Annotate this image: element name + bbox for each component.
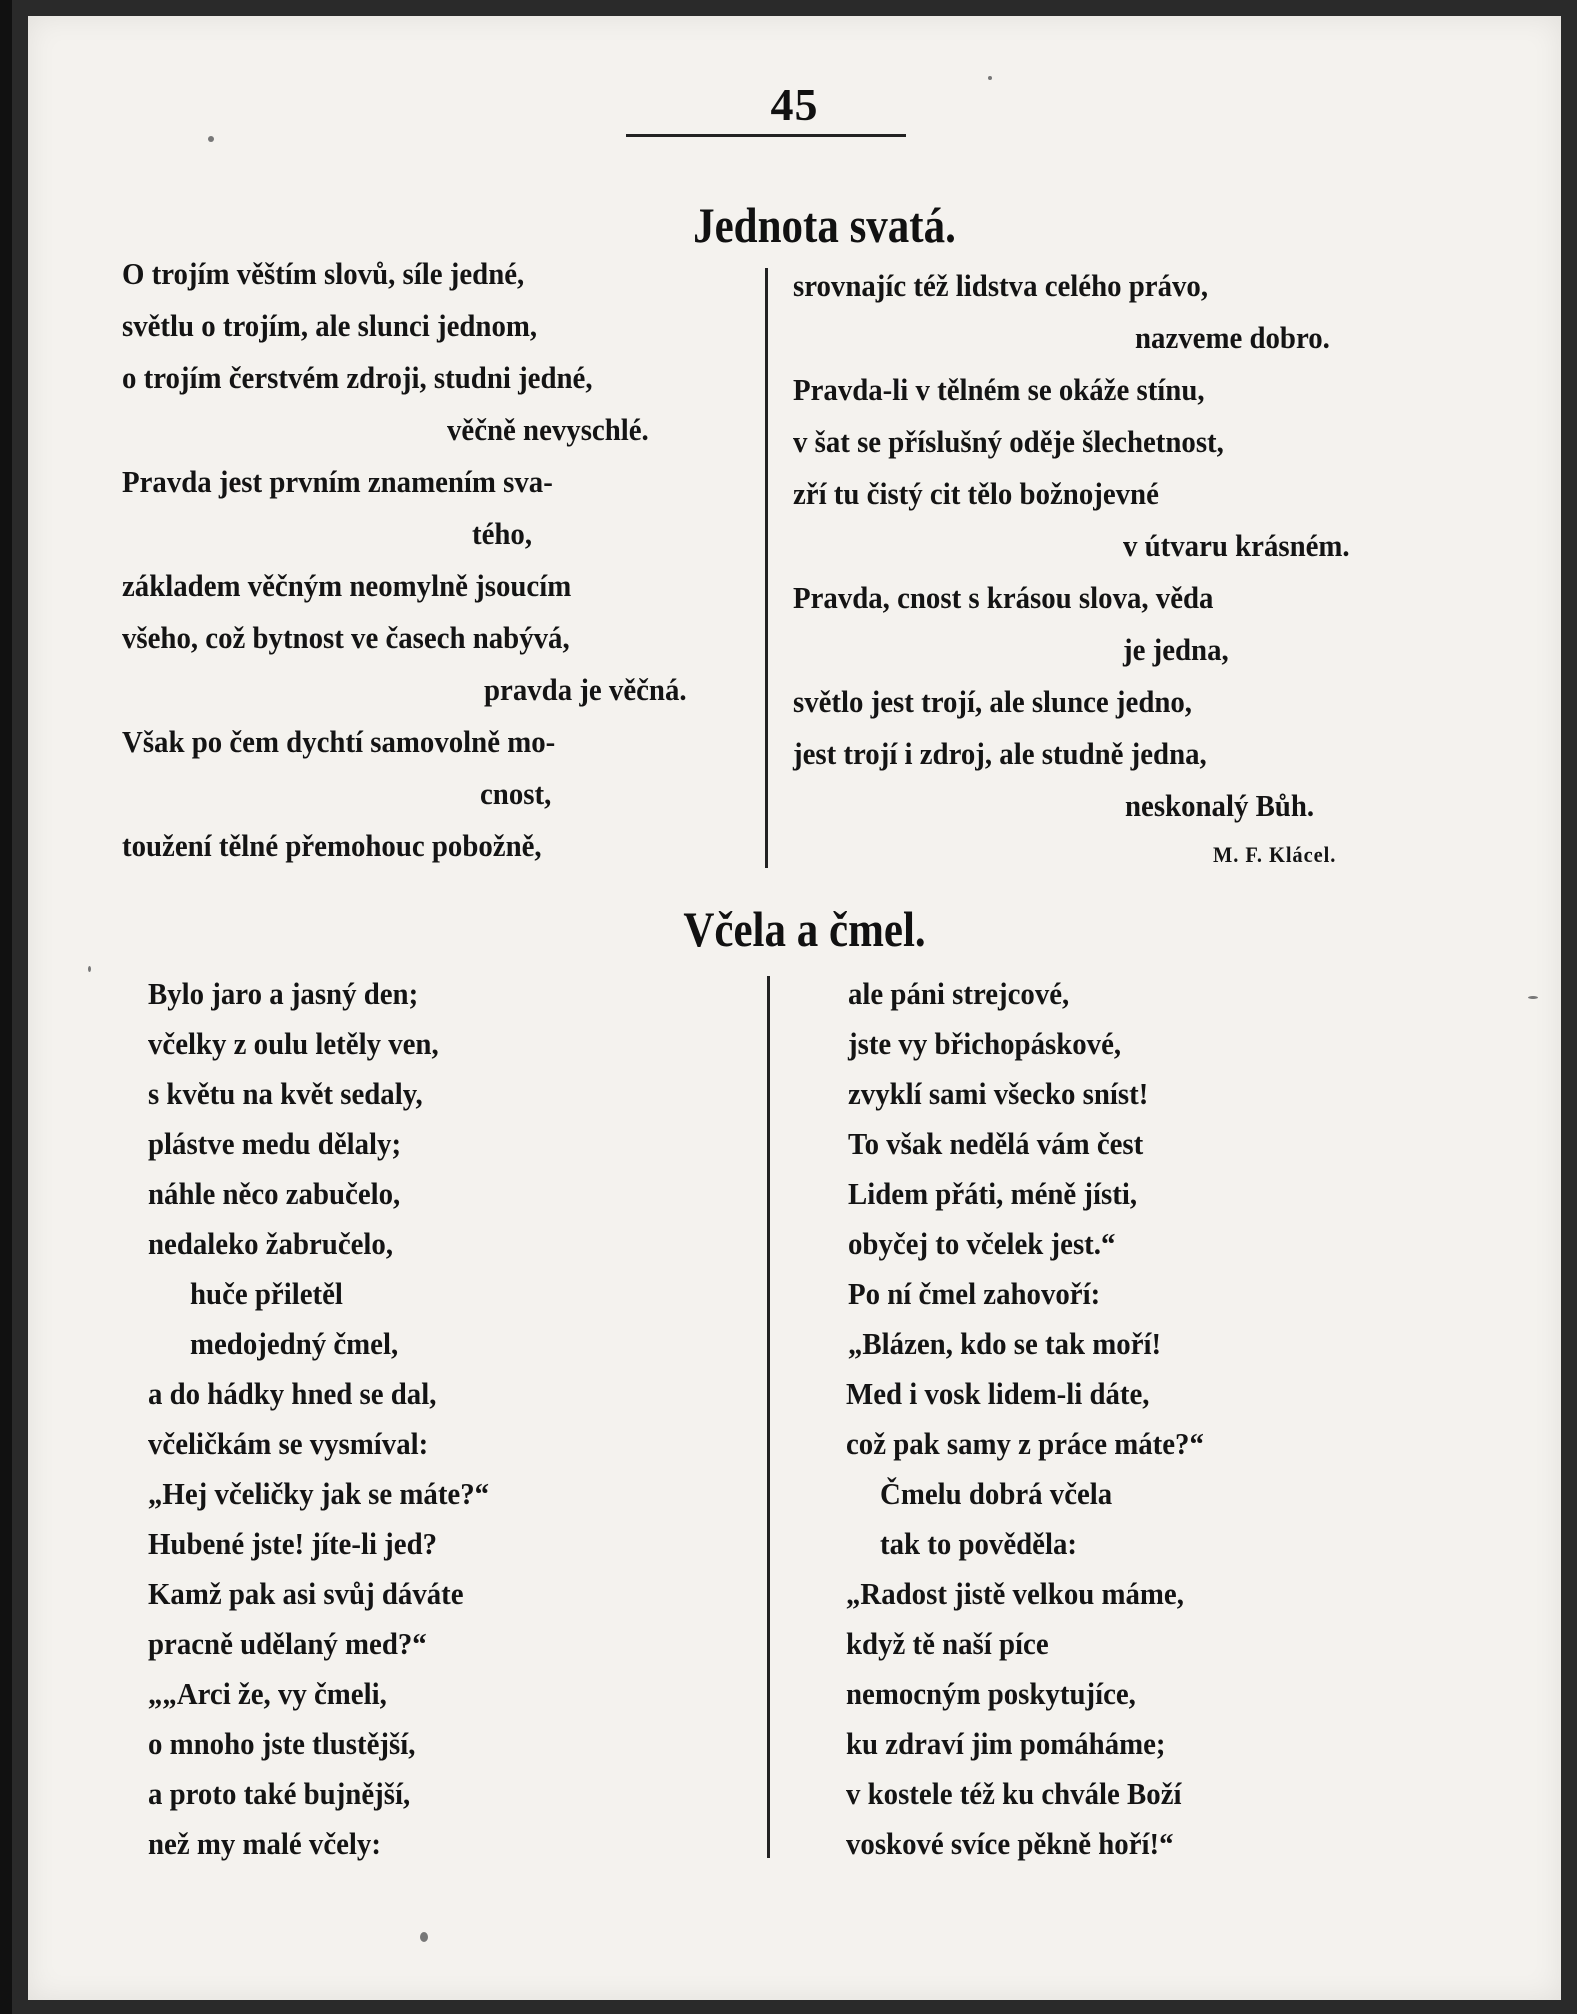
poem-line: tého, — [472, 516, 533, 551]
poem-line: Med i vosk lidem-li dáte, — [846, 1376, 1150, 1411]
poem-line: zří tu čistý cit tělo božnojevné — [793, 476, 1159, 511]
poem-line: světlu o trojím, ale slunci jednom, — [122, 308, 538, 343]
poem-line: a proto také bujnější, — [148, 1776, 411, 1811]
poem-line: plástve medu dělaly; — [148, 1126, 402, 1161]
poem-line: zvyklí sami všecko sníst! — [848, 1076, 1149, 1111]
poem-line: v kostele též ku chvále Boží — [846, 1776, 1182, 1811]
poem1-column-divider — [765, 268, 768, 868]
poem-line: nemocným poskytujíce, — [846, 1676, 1136, 1711]
poem-line: než my malé včely: — [148, 1826, 381, 1861]
print-speck — [208, 136, 214, 142]
poem-line: Lidem přáti, méně jísti, — [848, 1176, 1138, 1211]
poem1-signature: M. F. Klácel. — [1213, 842, 1337, 867]
poem-line: o mnoho jste tlustější, — [148, 1726, 416, 1761]
poem-line: všeho, což bytnost ve časech nabývá, — [122, 620, 570, 655]
poem-line: pravda je věčná. — [484, 672, 687, 707]
poem-line: světlo jest trojí, ale slunce jedno, — [793, 684, 1193, 719]
poem1-title: Jednota svatá. — [693, 197, 956, 253]
poem-line: Pravda-li v tělném se okáže stínu, — [793, 372, 1205, 407]
poem-line: jest trojí i zdroj, ale studně jedna, — [793, 736, 1207, 771]
header-rule — [626, 134, 906, 137]
poem-line: „„Arci že, vy čmeli, — [148, 1676, 387, 1711]
poem-line: „Hej včeličky jak se máte?“ — [148, 1476, 490, 1511]
print-speck — [1528, 996, 1538, 999]
poem-line: s květu na květ sedaly, — [148, 1076, 423, 1111]
print-speck — [988, 76, 992, 80]
poem-line: což pak samy z práce máte?“ — [846, 1426, 1204, 1461]
poem-line: Pravda jest prvním znamením sva- — [122, 464, 553, 499]
book-page — [28, 16, 1561, 2000]
poem-line: nedaleko žabručelo, — [148, 1226, 394, 1261]
poem-line: „Radost jistě velkou máme, — [846, 1576, 1184, 1611]
poem-line: voskové svíce pěkně hoří!“ — [846, 1826, 1174, 1861]
poem-line: když tě naší píce — [846, 1626, 1049, 1661]
poem-line: jste vy břichopáskové, — [848, 1026, 1122, 1061]
poem-line: včeličkám se vysmíval: — [148, 1426, 429, 1461]
poem-line: pracně udělaný med?“ — [148, 1626, 427, 1661]
poem-line: toužení tělné přemohouc pobožně, — [122, 828, 542, 863]
poem-line: náhle něco zabučelo, — [148, 1176, 401, 1211]
poem-line: věčně nevyschlé. — [447, 412, 649, 447]
poem-line: srovnajíc též lidstva celého právo, — [793, 268, 1209, 303]
poem-line: huče přiletěl — [190, 1276, 343, 1311]
poem-line: „Blázen, kdo se tak moří! — [848, 1326, 1162, 1361]
poem-line: základem věčným neomylně jsoucím — [122, 568, 572, 603]
poem-line: a do hádky hned se dal, — [148, 1376, 437, 1411]
poem-line: Pravda, cnost s krásou slova, věda — [793, 580, 1214, 615]
poem-line: Však po čem dychtí samovolně mo- — [122, 724, 556, 759]
poem-line: v útvaru krásném. — [1123, 528, 1350, 563]
page-number: 45 — [770, 79, 819, 130]
poem-line: medojedný čmel, — [190, 1326, 399, 1361]
poem-line: ku zdraví jim pomáháme; — [846, 1726, 1166, 1761]
poem-line: o trojím čerstvém zdroji, studni jedné, — [122, 360, 593, 395]
poem-line: tak to pověděla: — [880, 1526, 1078, 1561]
scan-edge — [0, 0, 12, 2014]
poem-line: včelky z oulu letěly ven, — [148, 1026, 439, 1061]
print-speck — [88, 966, 91, 972]
poem-line: je jedna, — [1123, 632, 1229, 667]
poem-line: Bylo jaro a jasný den; — [148, 976, 419, 1011]
poem-line: nazveme dobro. — [1135, 320, 1330, 355]
print-speck — [420, 1932, 428, 1942]
poem-line: O trojím věštím slovů, síle jedné, — [122, 256, 525, 291]
poem-line: v šat se příslušný oděje šlechetnost, — [793, 424, 1224, 459]
poem-line: Kamž pak asi svůj dáváte — [148, 1576, 464, 1611]
poem-line: neskonalý Bůh. — [1125, 788, 1315, 823]
poem-line: To však nedělá vám čest — [848, 1126, 1144, 1161]
poem-line: Po ní čmel zahovoří: — [848, 1276, 1101, 1311]
poem-line: Čmelu dobrá včela — [880, 1476, 1113, 1511]
poem-line: obyčej to včelek jest.“ — [848, 1226, 1116, 1261]
poem-line: ale páni strejcové, — [848, 976, 1070, 1011]
poem2-column-divider — [767, 976, 770, 1858]
poem-line: Hubené jste! jíte-li jed? — [148, 1526, 438, 1561]
poem-line: cnost, — [480, 776, 552, 811]
poem2-title: Včela a čmel. — [683, 901, 926, 957]
